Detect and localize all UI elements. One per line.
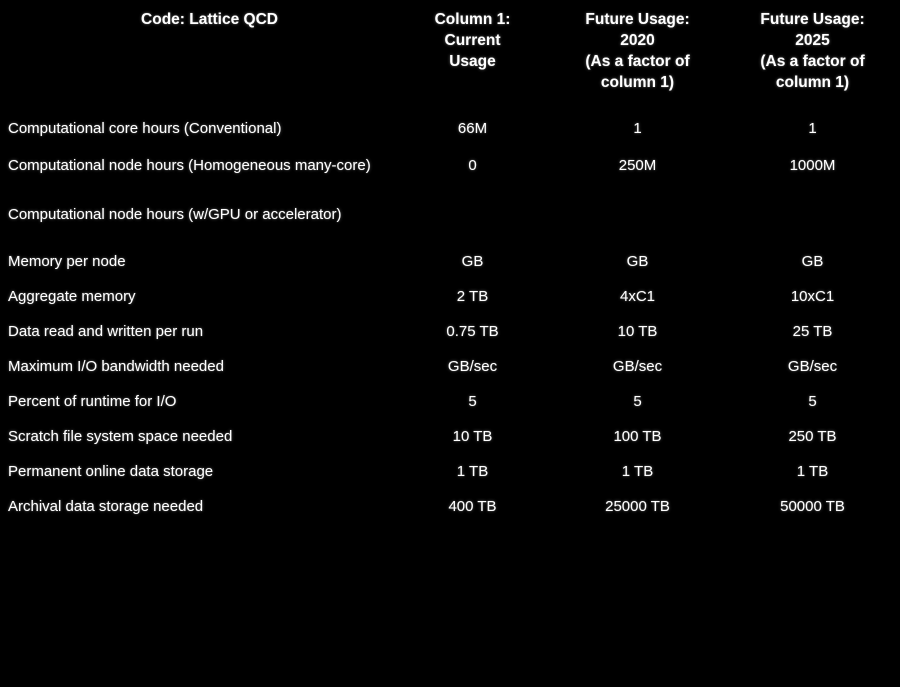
row-current: 1 TB — [456, 462, 489, 480]
header-code-line-1: Code: Lattice QCD — [141, 11, 278, 28]
row-2025: 1 — [808, 119, 817, 137]
row-label: Memory per node — [8, 252, 126, 270]
header-col3-line-4: column 1) — [775, 73, 850, 91]
table-row — [0, 195, 900, 234]
row-label: Computational node hours (Homogeneous many-core) — [8, 156, 371, 174]
row-2020: 25000 TB — [605, 497, 670, 515]
row-2020: 100 TB — [613, 427, 662, 445]
row-2025: GB — [801, 252, 824, 270]
row-label: Computational node hours (w/GPU or accelerator) — [8, 205, 342, 223]
row-current — [395, 195, 550, 234]
header-col3-line-3: (As a factor of — [760, 52, 865, 70]
header-col2-line-1: Future Usage: — [585, 11, 690, 28]
table-row — [0, 384, 900, 419]
row-2025 — [725, 195, 900, 234]
header-current-usage — [395, 0, 550, 98]
row-label: Archival data storage needed — [8, 497, 204, 515]
row-label: Percent of runtime for I/O — [8, 392, 177, 410]
row-label: Scratch file system space needed — [8, 427, 233, 445]
row-2025: 250 TB — [788, 427, 837, 445]
header-col3-line-2: 2025 — [795, 31, 830, 49]
header-row — [0, 0, 900, 98]
row-2020: 5 — [633, 392, 642, 410]
table-row — [0, 146, 900, 185]
row-current: 0.75 TB — [446, 322, 499, 340]
row-label: Computational core hours (Conventional) — [8, 119, 282, 137]
spacer-cell — [725, 234, 900, 244]
row-label: Maximum I/O bandwidth needed — [8, 357, 224, 375]
row-2020: GB — [626, 252, 649, 270]
header-col2-line-2: 2020 — [620, 31, 655, 49]
row-current: 400 TB — [448, 497, 497, 515]
spacer-cell — [550, 185, 725, 195]
row-current: 2 TB — [456, 287, 489, 305]
header-col1-line-1: Column 1: — [434, 11, 511, 28]
header-future-usage-2020 — [550, 0, 725, 98]
spacer-row — [0, 234, 900, 244]
row-current: 5 — [468, 392, 477, 410]
row-current: 0 — [468, 156, 477, 174]
row-2020: 1 TB — [621, 462, 654, 480]
table-header — [0, 0, 900, 98]
header-col1-line-3: Usage — [449, 52, 496, 70]
spacer-cell — [395, 234, 550, 244]
row-2025: 50000 TB — [780, 497, 845, 515]
table-row — [0, 314, 900, 349]
table-row — [0, 349, 900, 384]
row-2025: 10xC1 — [790, 287, 835, 305]
row-2020 — [550, 195, 725, 234]
header-future-usage-2025 — [725, 0, 900, 98]
spacer-row — [0, 185, 900, 195]
row-2025: 5 — [808, 392, 817, 410]
row-current: GB — [461, 252, 484, 270]
row-2020: 250M — [618, 156, 657, 174]
table-row — [0, 279, 900, 314]
table-row — [0, 419, 900, 454]
spacer-cell — [725, 185, 900, 195]
row-2025: 1 TB — [796, 462, 829, 480]
header-code — [0, 0, 395, 98]
row-label: Aggregate memory — [8, 287, 136, 305]
header-col2-line-4: column 1) — [600, 73, 675, 91]
table-row — [0, 454, 900, 489]
spacer-cell — [395, 185, 550, 195]
row-2020: 1 — [633, 119, 642, 137]
spacer-cell — [0, 234, 395, 244]
row-2025: 1000M — [789, 156, 836, 174]
row-label: Data read and written per run — [8, 322, 204, 340]
row-2020: 4xC1 — [619, 287, 656, 305]
row-label: Permanent online data storage — [8, 462, 214, 480]
row-current: GB/sec — [447, 357, 498, 375]
row-2025: GB/sec — [787, 357, 838, 375]
row-2020: GB/sec — [612, 357, 663, 375]
row-current: 66M — [457, 119, 488, 137]
table-body — [0, 98, 900, 524]
header-col3-line-1: Future Usage: — [760, 11, 865, 28]
table-row — [0, 244, 900, 279]
spacer-cell — [0, 185, 395, 195]
row-current: 10 TB — [452, 427, 493, 445]
row-2020: 10 TB — [617, 322, 658, 340]
table-row — [0, 98, 900, 146]
header-col2-line-3: (As a factor of — [585, 52, 690, 70]
header-col1-line-2: Current — [444, 31, 501, 49]
row-2025: 25 TB — [792, 322, 833, 340]
spacer-cell — [550, 234, 725, 244]
table-row — [0, 489, 900, 524]
